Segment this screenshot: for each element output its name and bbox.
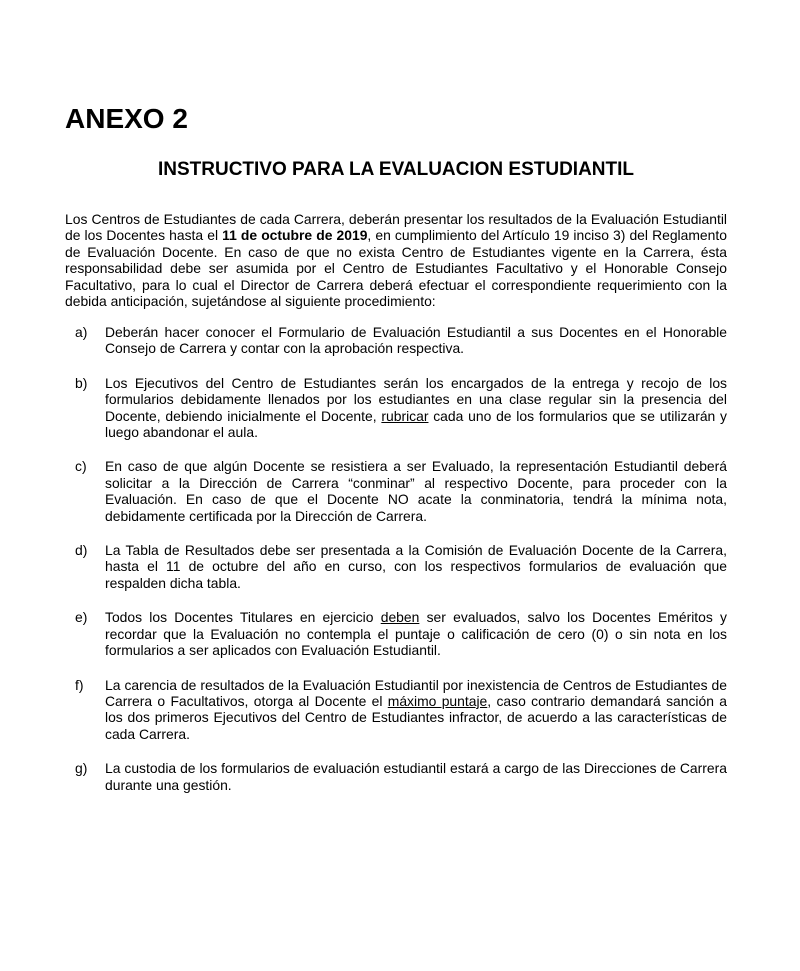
item-marker: e) xyxy=(75,609,88,626)
item-marker: f) xyxy=(75,676,84,693)
intro-text-end: , en cumplimiento del Artículo 19 inciso 3) del Reglamento de Evaluación Docente. En caso de que no exista Centro de Estudiantes vigente en la Carrera, ésta responsabilidad debe ser asumida por el Centro de Estudiantes Facultativo y el Honorable Consejo Facultativo, para lo cual el Director de Carrera deberá efectuar el correspondiente requerimiento con la debida anticipación, sujetándose al siguiente procedimiento: xyxy=(65,227,727,310)
item-underlined-term: rubricar xyxy=(381,407,429,424)
item-underlined-term: deben xyxy=(380,609,420,626)
item-text: En caso de que algún Docente se resistiera a ser Evaluado, la representación Estudiantil deberá solicitar a la Dirección de Carrera “conminar” al respectivo Docente, para proceder con la Evaluación. En caso de que el Docente NO acate la conminatoria, tendrá la mínima nota, debidamente certificada por la Dirección de Carrera. xyxy=(105,458,727,524)
procedure-list xyxy=(65,324,727,811)
intro-paragraph xyxy=(65,211,727,309)
document-title: INSTRUCTIVO PARA LA EVALUACION ESTUDIANTIL xyxy=(157,159,635,180)
item-marker: a) xyxy=(75,324,88,340)
item-marker: g) xyxy=(75,760,88,777)
item-text-start: Los Ejecutivos del Centro de Estudiantes serán los encargados de la entrega y recojo de los formularios debidamente llenados por los estudiantes en una clase regular sin la presencia del Docente, debiendo inicialmente el Docente, xyxy=(105,374,727,424)
item-marker: b) xyxy=(75,374,88,391)
item-marker: d) xyxy=(75,542,88,559)
procedure-item-c xyxy=(65,458,727,524)
item-text-end: , caso contrario demandará sanción a los dos primeros Ejecutivos del Centro de Estudiantes infractor, de acuerdo a las características de cada Carrera. xyxy=(105,692,727,742)
item-text: La Tabla de Resultados debe ser presentada a la Comisión de Evaluación Docente de la Carrera, hasta el 11 de octubre del año en curso, con los respectivos formularios de evaluación que respalden dicha tabla. xyxy=(105,542,727,591)
item-text-start: La carencia de resultados de la Evaluación Estudiantil por inexistencia de Centros de Estudiantes de Carrera o Facultativos, otorga al Docente el xyxy=(105,676,727,709)
intro-deadline: 11 de octubre de 2019 xyxy=(222,227,368,244)
procedure-item-e xyxy=(65,609,727,658)
item-text-end: ser evaluados, salvo los Docentes Eméritos y recordar que la Evaluación no contempla el puntaje o calificación de cero (0) o sin nota en los formularios a ser aplicados con Evaluación Estudiantil. xyxy=(105,609,727,659)
annex-title: ANEXO 2 xyxy=(65,103,188,134)
item-text: La custodia de los formularios de evaluación estudiantil estará a cargo de las Direcciones de Carrera durante una gestión. xyxy=(105,760,727,793)
item-marker: c) xyxy=(75,458,87,475)
procedure-item-g xyxy=(65,760,727,793)
procedure-item-a xyxy=(65,324,727,357)
procedure-item-d xyxy=(65,542,727,591)
item-text-start: Todos los Docentes Titulares en ejercicio xyxy=(105,609,381,626)
item-underlined-term: máximo puntaje xyxy=(387,692,488,709)
procedure-item-b xyxy=(65,375,727,441)
procedure-item-f xyxy=(65,677,727,743)
item-text: Deberán hacer conocer el Formulario de Evaluación Estudiantil a sus Docentes en el Honorable Consejo de Carrera y contar con la aprobación respectiva. xyxy=(105,324,727,357)
item-text-end: cada uno de los formularios que se utilizarán y luego abandonar el aula. xyxy=(105,407,727,441)
intro-text-start: Los Centros de Estudiantes de cada Carrera, deberán presentar los resultados de la Evaluación Estudiantil de los Docentes hasta el xyxy=(65,211,727,244)
